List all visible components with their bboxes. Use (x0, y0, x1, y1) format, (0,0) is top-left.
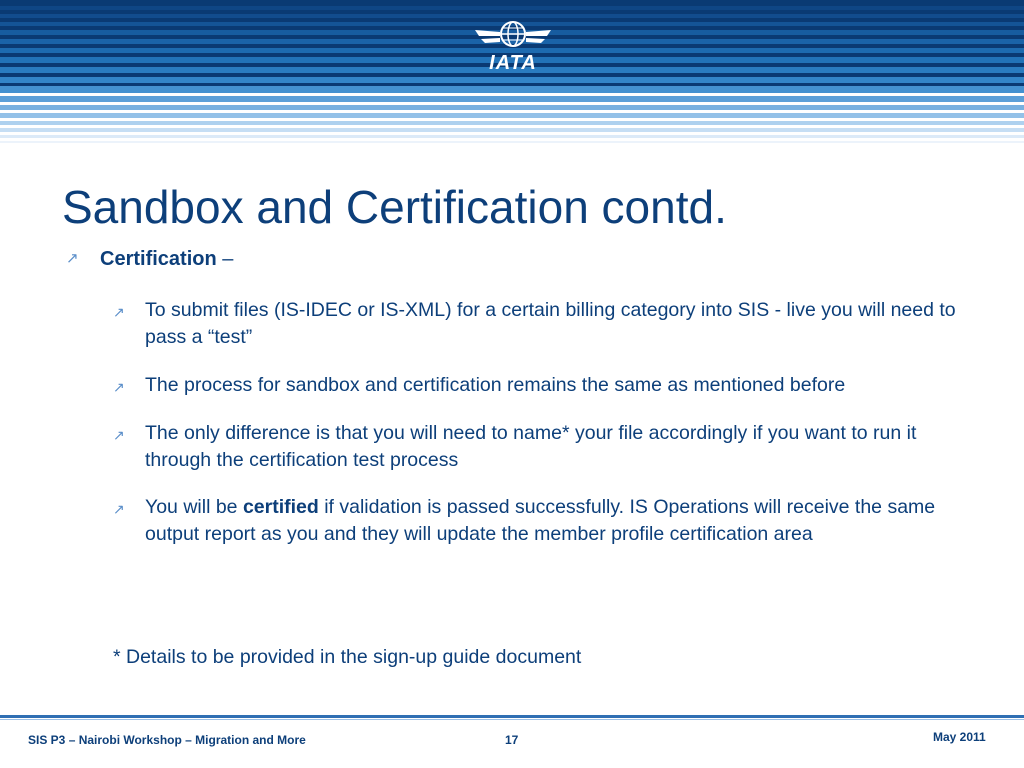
bullet-certification (66, 248, 966, 271)
bullet-suffix: – (216, 248, 234, 270)
bullet-label: Certification (100, 248, 217, 270)
text-before: You will be (145, 496, 243, 518)
iata-logo (473, 18, 553, 74)
sub-bullet-text: To submit files (IS-IDEC or IS-XML) for a certain billing category into SIS - live you will need to pass a “test” (145, 299, 956, 348)
sub-bullet-2 (113, 372, 983, 401)
sub-bullet-1 (113, 297, 983, 351)
footer-divider (0, 715, 1024, 718)
slide-header (0, 0, 1024, 150)
text-after: if validation is passed successfully. IS Operations will receive the same output report as you and they will update the member profile certification area (145, 496, 936, 545)
page-number: 17 (505, 733, 519, 747)
arrow-bullet-icon: ↗ (113, 304, 125, 320)
footnote: * Details to be provided in the sign-up guide document (113, 646, 582, 668)
sub-bullet-4 (113, 494, 983, 548)
sub-bullet-text: The only difference is that you will need to name* your file accordingly if you want to run it through the certification test process (145, 422, 917, 471)
iata-logo-text: IATA (489, 52, 537, 74)
arrow-bullet-icon: ↗ (113, 379, 125, 395)
arrow-bullet-icon: ↗ (66, 250, 79, 267)
bold-word: certified (242, 496, 319, 518)
slide-title: Sandbox and Certification contd. (62, 181, 727, 233)
footer-divider-light (0, 719, 1024, 720)
sub-bullet-text: The process for sandbox and certification remains the same as mentioned before (145, 374, 846, 396)
sub-bullet-3 (113, 420, 983, 474)
arrow-bullet-icon: ↗ (113, 427, 125, 443)
arrow-bullet-icon: ↗ (113, 501, 125, 517)
footer-date: May 2011 (933, 730, 986, 744)
footer-title: SIS P3 – Nairobi Workshop – Migration and More (28, 733, 306, 747)
sub-bullet-text (145, 494, 983, 548)
